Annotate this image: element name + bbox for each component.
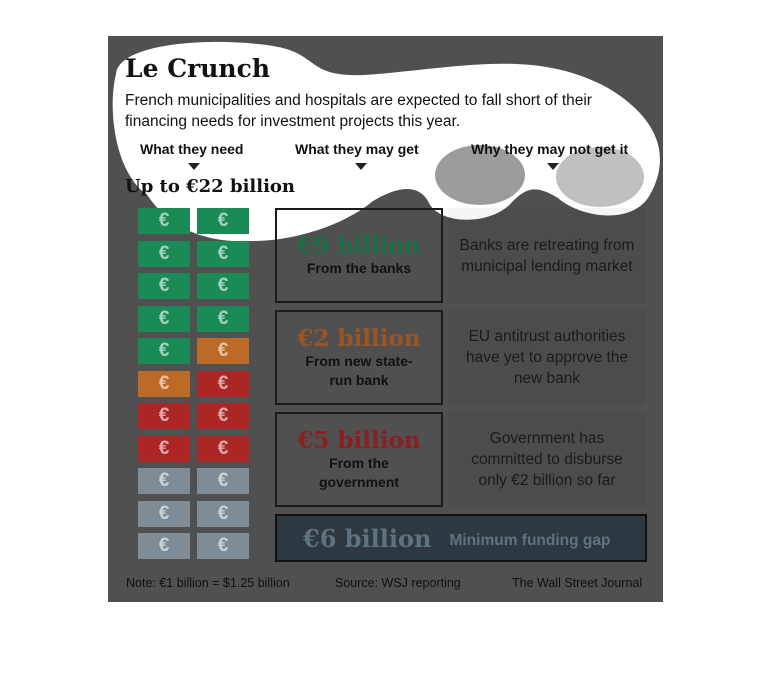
- column-header-get-label: What they may get: [295, 141, 419, 157]
- euro-coin: €: [197, 436, 249, 462]
- amount-label: €2 billion: [297, 324, 421, 352]
- euro-coin: €: [138, 533, 190, 559]
- footer-note: Note: €1 billion = $1.25 billion: [126, 576, 290, 590]
- column-header-need-label: What they need: [140, 141, 244, 157]
- source-box-government: [275, 412, 443, 507]
- gap-label: Minimum funding gap: [449, 532, 611, 549]
- reason-government: Government has committed to disburse only €2 billion so far: [448, 412, 646, 507]
- euro-coin: €: [138, 338, 190, 364]
- amount-label: €5 billion: [297, 426, 421, 454]
- funding-gap-box: [275, 514, 647, 562]
- source-box-state-bank: [275, 310, 443, 405]
- amount-label: €9 billion: [297, 232, 421, 259]
- footer-source: Source: WSJ reporting: [335, 576, 461, 590]
- source-label: From new state-run bank: [305, 352, 413, 388]
- source-label: From the banks: [306, 260, 412, 276]
- column-header-get: [295, 141, 419, 157]
- euro-coin: €: [138, 241, 190, 267]
- down-arrow-icon: [547, 163, 559, 170]
- euro-coin: €: [197, 241, 249, 267]
- euro-coin: €: [197, 468, 249, 494]
- down-arrow-icon: [355, 163, 367, 170]
- euro-coin: €: [197, 371, 249, 397]
- down-arrow-icon: [188, 163, 200, 170]
- euro-coin: €: [197, 403, 249, 429]
- column-header-need: [140, 141, 243, 157]
- euro-coin: €: [138, 273, 190, 299]
- source-label: From the government: [318, 454, 400, 490]
- euro-coin: €: [138, 403, 190, 429]
- source-box-banks: [275, 208, 443, 303]
- euro-coin: €: [138, 306, 190, 332]
- euro-coin: €: [138, 208, 190, 234]
- column-header-why-label: Why they may not get it: [471, 141, 629, 157]
- euro-coin: €: [197, 208, 249, 234]
- infographic: [108, 36, 663, 602]
- euro-coin: €: [197, 501, 249, 527]
- reason-state-bank: EU antitrust authorities have yet to approve the new bank: [448, 310, 646, 405]
- euro-coin: €: [197, 533, 249, 559]
- column-header-why: [471, 141, 628, 157]
- total-need-label: Up to €22 billion: [125, 176, 296, 197]
- gap-amount-label: €6 billion: [303, 523, 432, 553]
- euro-coin: €: [197, 306, 249, 332]
- reason-banks: Banks are retreating from municipal lending market: [448, 208, 646, 303]
- euro-coin: €: [138, 468, 190, 494]
- footer-credit: The Wall Street Journal: [512, 576, 643, 590]
- euro-coin: €: [197, 338, 249, 364]
- euro-coin: €: [197, 273, 249, 299]
- euro-coin: €: [138, 436, 190, 462]
- euro-coin: €: [138, 501, 190, 527]
- chart-title: Le Crunch: [125, 54, 271, 83]
- euro-coin: €: [138, 371, 190, 397]
- chart-subtitle: French municipalities and hospitals are expected to fall short of their financing needs for investment projects this year.: [125, 92, 592, 130]
